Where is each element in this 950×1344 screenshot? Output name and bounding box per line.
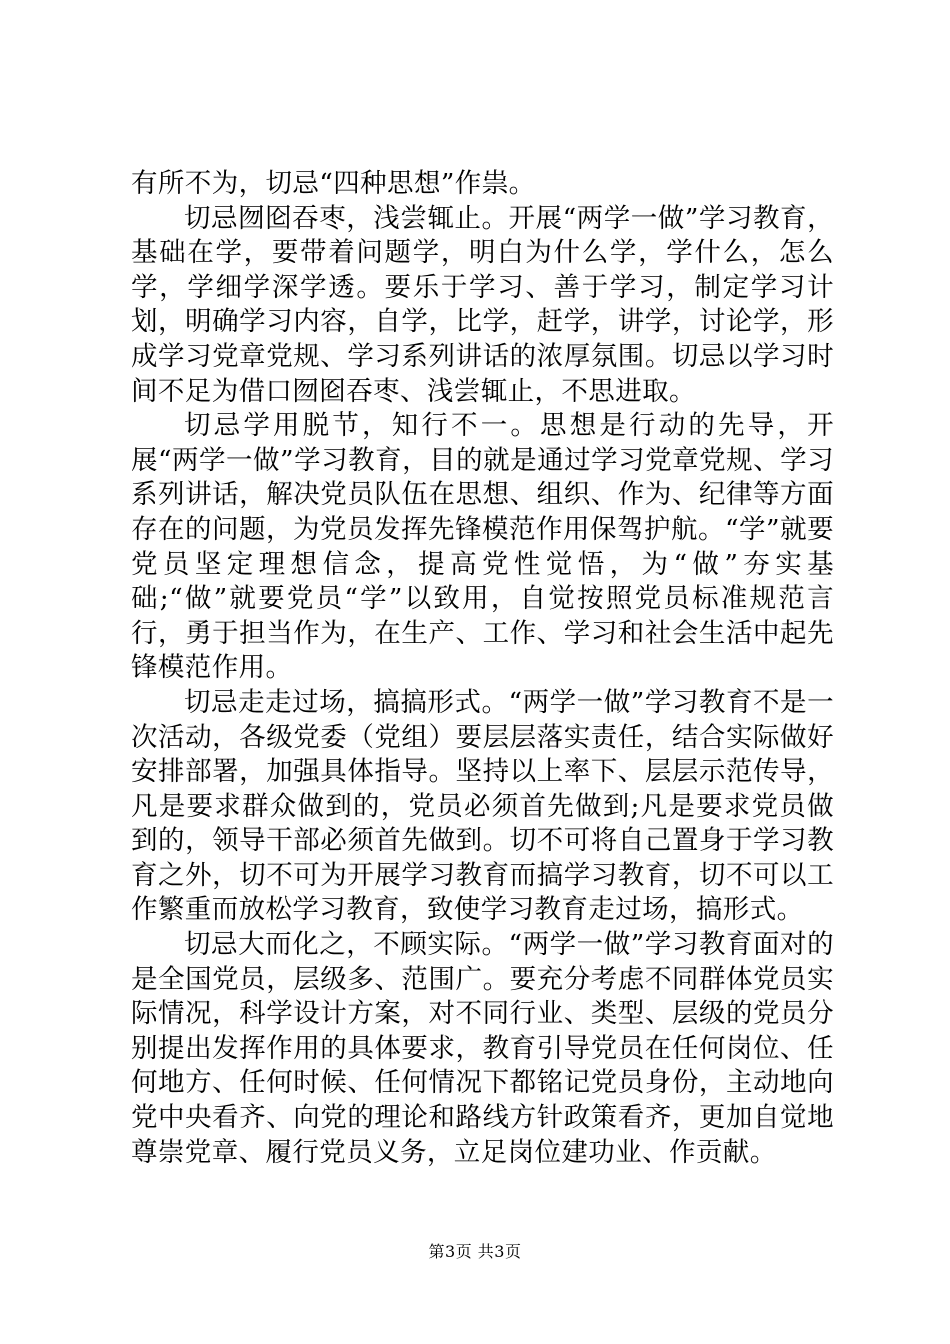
paragraph-formality: 切忌走走过场，搞搞形式。“两学一做”学习教育不是一次活动，各级党委（党组）要层层落实责任，结合实际做好安排部署，加强具体指导。坚持以上率下、层层示范传导，凡是要求群众做到的，党员必须首先做到;凡是要求党员做到的，领导干部必须首先做到。切不可将自己置身于学习教育之外，切不可为开展学习教育而搞学习教育，切不可以工作繁重而放松学习教育，致使学习教育走过场，搞形式。: [131, 686, 834, 926]
paragraph-reality: 切忌大而化之，不顾实际。“两学一做”学习教育面对的是全国党员，层级多、范围广。要充分考虑不同群体党员实际情况，科学设计方案，对不同行业、类型、层级的党员分别提出发挥作用的具体要求，教育引导党员在任何岗位、任何地方、任何时候、任何情况下都铭记党员身份，主动地向党中央看齐、向党的理论和路线方针政策看齐，更加自觉地尊崇党章、履行党员义务，立足岗位建功业、作贡献。: [131, 929, 834, 1168]
paragraph-continuation: 有所不为，切忌“四种思想”作祟。: [131, 168, 536, 199]
document-body: [131, 167, 834, 1170]
paragraph-study: 切忌囫囵吞枣，浅尝辄止。开展“两学一做”学习教育，基础在学，要带着问题学，明白为什么学，学什么，怎么学，学细学深学透。要乐于学习、善于学习，制定学习计划，明确学习内容，自学，比学，赶学，讲学，讨论学，形成学习党章党规、学习系列讲话的浓厚氛围。切忌以学习时间不足为借口囫囵吞枣、浅尝辄止，不思进取。: [131, 202, 834, 407]
paragraph-practice: 切忌学用脱节，知行不一。思想是行动的先导，开展“两学一做”学习教育，目的就是通过学习党章党规、学习系列讲话，解决党员队伍在思想、组织、作为、纪律等方面存在的问题，为党员发挥先锋模范作用保驾护航。“学”就要党员坚定理想信念，提高党性觉悟，为“做”夯实基础;“做”就要党员“学”以致用，自觉按照党员标准规范言行，勇于担当作为，在生产、工作、学习和社会生活中起先锋模范作用。: [131, 410, 834, 684]
page-footer: 第3页 共3页: [428, 1242, 522, 1261]
